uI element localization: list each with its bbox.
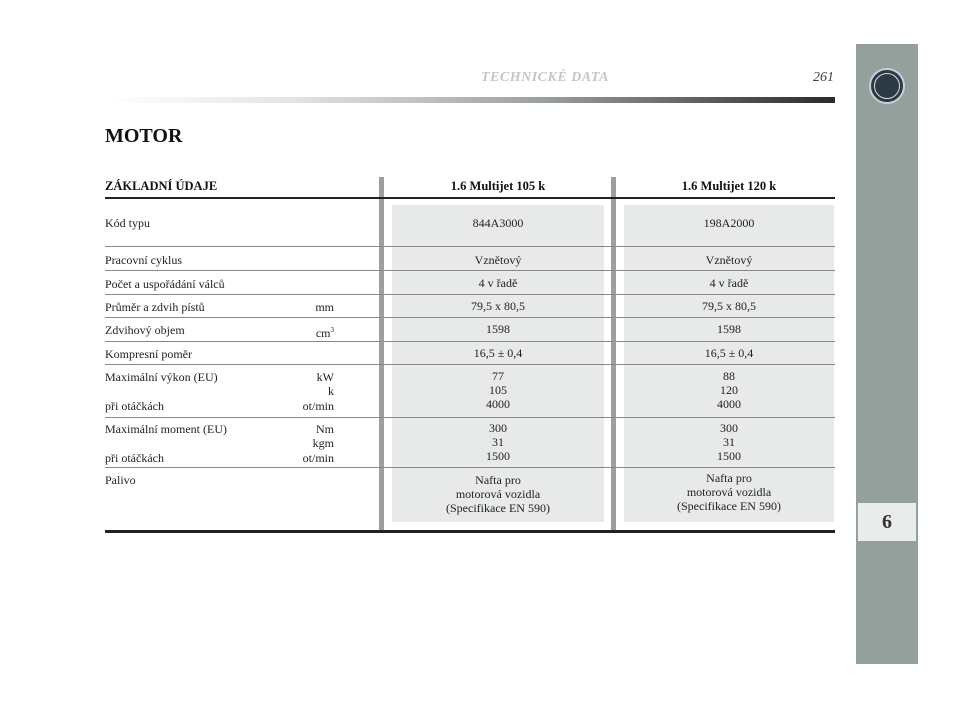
lancia-logo-icon xyxy=(869,68,905,104)
row-separator xyxy=(105,341,835,342)
value-105-type-code: 844A3000 xyxy=(472,216,524,230)
row-label-displacement: Zdvihový objem xyxy=(105,323,185,337)
value-120-bore-stroke: 79,5 x 80,5 xyxy=(702,299,756,313)
row-separator xyxy=(105,294,835,295)
value-120-cycle: Vznětový xyxy=(705,253,753,267)
column-header-120: 1.6 Multijet 120 k xyxy=(681,179,777,193)
unit-nm: Nm xyxy=(316,422,334,436)
column-divider-1 xyxy=(379,177,384,533)
column-header-basic-data: ZÁKLADNÍ ÚDAJE xyxy=(105,179,218,193)
value-105-power-rpm: 4000 xyxy=(486,397,510,411)
logo-ring xyxy=(874,73,900,99)
value-120-power-k: 120 xyxy=(720,383,738,397)
row-separator xyxy=(105,467,835,468)
value-120-displacement: 1598 xyxy=(717,322,741,336)
row-label-max-torque: Maximální moment (EU) xyxy=(105,422,227,436)
unit-kw: kW xyxy=(316,370,334,384)
row-label-cycle: Pracovní cyklus xyxy=(105,253,182,267)
value-105-torque-nm: 300 xyxy=(489,421,507,435)
row-separator xyxy=(105,364,835,365)
value-120-fuel-line1: Nafta pro xyxy=(706,471,752,485)
header-rule-table xyxy=(105,197,835,199)
row-label-compression: Kompresní poměr xyxy=(105,347,192,361)
unit-superscript: 3 xyxy=(330,326,334,334)
row-separator xyxy=(105,246,835,247)
value-105-power-kw: 77 xyxy=(492,369,504,383)
value-120-type-code: 198A2000 xyxy=(703,216,755,230)
value-105-bore-stroke: 79,5 x 80,5 xyxy=(471,299,525,313)
row-label-fuel: Palivo xyxy=(105,473,136,487)
column-divider-2 xyxy=(611,177,616,533)
column-header-105: 1.6 Multijet 105 k xyxy=(450,179,546,193)
value-105-cylinders: 4 v řadě xyxy=(478,276,518,290)
value-120-power-kw: 88 xyxy=(723,369,735,383)
value-105-compression: 16,5 ± 0,4 xyxy=(473,346,523,360)
row-separator xyxy=(105,317,835,318)
row-label-at-rpm: při otáčkách xyxy=(105,399,164,413)
unit-rpm: ot/min xyxy=(302,451,334,465)
unit-cm: cm xyxy=(315,326,331,340)
value-105-cycle: Vznětový xyxy=(474,253,522,267)
section-title: MOTOR xyxy=(105,125,183,147)
value-105-fuel-line2: motorová vozidla xyxy=(455,487,541,501)
row-separator xyxy=(105,270,835,271)
value-105-torque-rpm: 1500 xyxy=(486,449,510,463)
table-bottom-rule xyxy=(105,530,835,533)
row-label-cylinders: Počet a uspořádání válců xyxy=(105,277,225,291)
row-label-at-rpm: při otáčkách xyxy=(105,451,164,465)
value-105-fuel-line3: (Specifikace EN 590) xyxy=(446,501,550,515)
value-120-torque-kgm: 31 xyxy=(723,435,735,449)
page-number: 261 xyxy=(813,70,834,85)
running-title: TECHNICKÉ DATA xyxy=(481,70,609,85)
value-105-torque-kgm: 31 xyxy=(492,435,504,449)
value-120-fuel-line3: (Specifikace EN 590) xyxy=(677,499,781,513)
value-120-torque-rpm: 1500 xyxy=(717,449,741,463)
value-120-torque-nm: 300 xyxy=(720,421,738,435)
row-label-bore-stroke: Průměr a zdvih pístů xyxy=(105,300,205,314)
unit-kgm: kgm xyxy=(312,436,334,450)
unit-cm3 xyxy=(316,322,334,341)
unit-k: k xyxy=(328,384,334,398)
row-separator xyxy=(105,417,835,418)
value-105-fuel-line1: Nafta pro xyxy=(475,473,521,487)
value-120-power-rpm: 4000 xyxy=(717,397,741,411)
chapter-number[interactable]: 6 xyxy=(858,503,916,541)
row-label-type-code: Kód typu xyxy=(105,216,150,230)
value-120-fuel-line2: motorová vozidla xyxy=(686,485,772,499)
header-rule xyxy=(105,97,835,103)
value-105-power-k: 105 xyxy=(489,383,507,397)
value-120-compression: 16,5 ± 0,4 xyxy=(704,346,754,360)
unit-mm: mm xyxy=(315,300,334,314)
chapter-side-tab xyxy=(856,44,918,664)
value-105-displacement: 1598 xyxy=(486,322,510,336)
unit-rpm: ot/min xyxy=(302,399,334,413)
row-label-max-power: Maximální výkon (EU) xyxy=(105,370,218,384)
value-120-cylinders: 4 v řadě xyxy=(709,276,749,290)
